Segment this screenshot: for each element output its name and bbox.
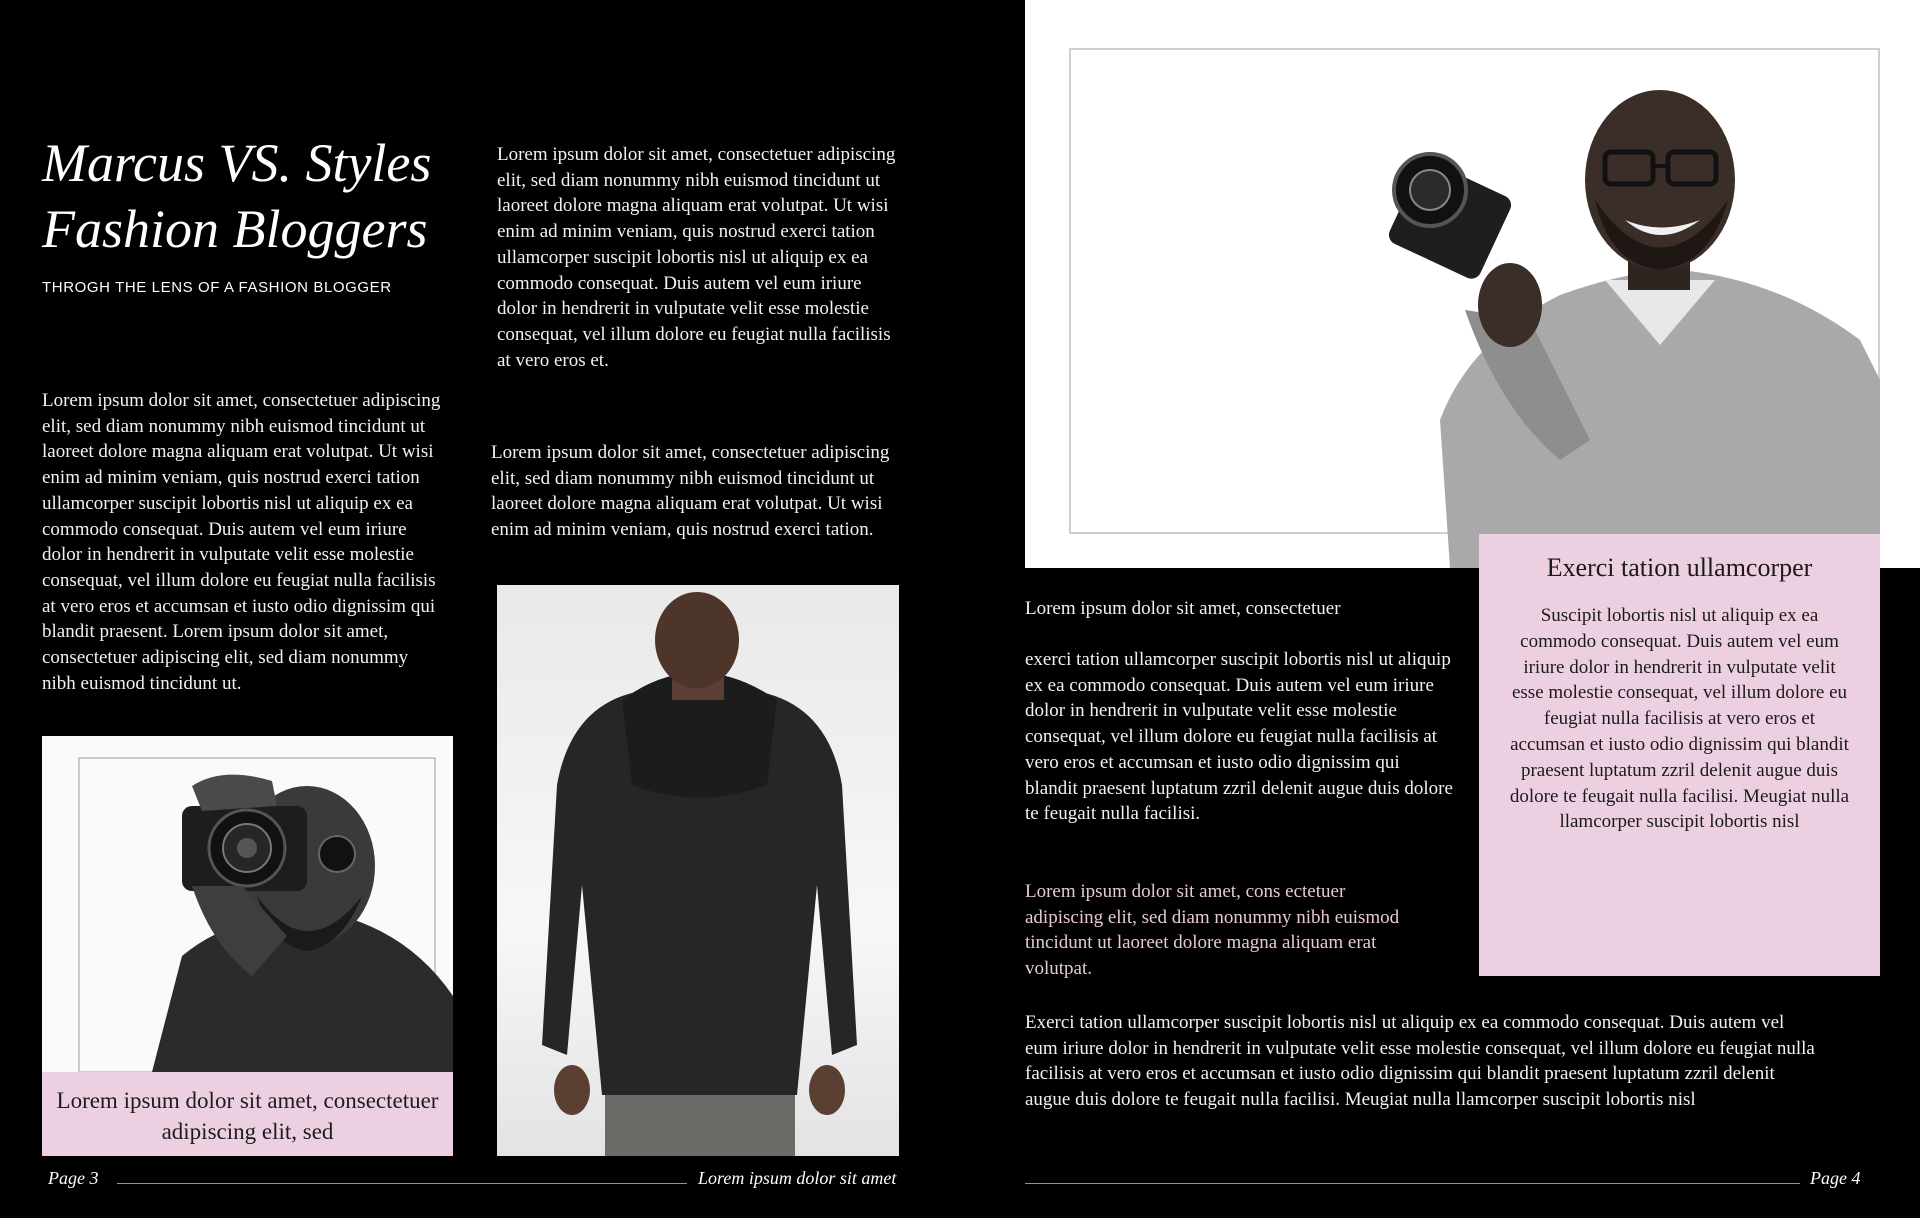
footer-divider-left — [117, 1183, 687, 1184]
footer-divider-right — [1025, 1183, 1800, 1184]
photo-caption: Lorem ipsum dolor sit amet, consectetuer adipiscing elit, sed — [42, 1072, 453, 1156]
hoodie-back-photo — [497, 585, 899, 1156]
smiling-man-camera-photo — [1360, 80, 1880, 568]
photographer-closeup-photo — [42, 736, 453, 1072]
left-column-text: Lorem ipsum dolor sit amet, consectetuer adipiscing elit, sed diam nonummy nibh euismod tincidunt ut laoreet dolore magna aliquam erat volutpat. Ut wisi enim ad minim veniam, quis nostrud exerci tation ullamcorper suscipit lobortis nisl ut aliquip ex ea commodo consequat. Duis autem vel eum iriure dolor in hendrerit in vulputate velit esse molestie consequat, vel illum dolore eu feugiat nulla facilisis at vero eros et accumsan et iusto odio dignissim qui blandit praesent. Lorem ipsum dolor sit amet, consectetuer adipiscing elit, sed diam nonummy nibh euismod tincidunt ut. — [42, 390, 441, 694]
page-number-right: Page 4 — [1810, 1168, 1861, 1188]
page-number-left: Page 3 — [48, 1168, 99, 1188]
middle-column-text-1: Lorem ipsum dolor sit amet, consectetuer adipiscing elit, sed diam nonummy nibh euismod tincidunt ut laoreet dolore magna aliquam erat volutpat. Ut wisi enim ad minim veniam, quis nostrud exerci tation ullamcorper suscipit lobortis nisl ut aliquip ex ea commodo consequat. Duis autem vel eum iriure dolor in hendrerit in vulputate velit esse molestie consequat, vel illum dolore eu feugiat nulla facilisis at vero eros et. — [497, 144, 896, 371]
pullquote-text: Suscipit lobortis nisl ut aliquip ex ea commodo consequat. Duis autem vel eum iriure dolor in hendrerit in vulputate velit esse molestie consequat, vel illum dolore eu feugiat nulla facilisis at vero eros et accumsan et iusto odio dignissim qui blandit praesent luptatum zzril delenit augue duis dolore te feugait nulla facilisi. Meugiat nulla llamcorper suscipit lobortis nisl — [1509, 605, 1850, 833]
page-subtitle: THROGH THE LENS OF A FASHION BLOGGER — [42, 279, 392, 296]
right-text-block-3: Exerci tation ullamcorper suscipit lobortis nisl ut aliquip ex ea commodo consequat. Duis autem vel eum iriure dolor in hendrerit in vulputate velit esse molestie consequat, vel illum dolore eu feugiat nulla facilisis at vero eros et accumsan et iusto odio dignissim qui blandit praesent luptatum zzril delenit augue duis dolore te feugait nulla facilisi. Meugiat nulla llamcorper suscipit lobortis nisl — [1025, 1012, 1815, 1111]
pullquote-box — [1479, 534, 1880, 976]
footer-tagline: Lorem ipsum dolor sit amet — [698, 1168, 897, 1188]
page-title: Marcus VS. Styles Fashion Bloggers — [42, 133, 432, 259]
pullquote-heading: Exerci tation ullamcorper — [1546, 553, 1813, 582]
right-text-block-2: Lorem ipsum dolor sit amet, cons ectetuer adipiscing elit, sed diam nonummy nibh euismod tincidunt ut laoreet dolore magna aliquam erat volutpat. — [1025, 881, 1400, 980]
right-intro-text: Lorem ipsum dolor sit amet, consectetuer — [1025, 598, 1341, 619]
right-text-block-1: exerci tation ullamcorper suscipit lobortis nisl ut aliquip ex ea commodo consequat. Duis autem vel eum iriure dolor in hendrerit in vulputate velit esse molestie consequat, vel illum dolore eu feugiat nulla facilisis at vero eros et accumsan et iusto odio dignissim qui blandit praesent luptatum zzril delenit augue duis dolore te feugait nulla facilisi. — [1025, 649, 1453, 825]
middle-column-text-2: Lorem ipsum dolor sit amet, consectetuer adipiscing elit, sed diam nonummy nibh euismod tincidunt ut laoreet dolore magna aliquam erat volutpat. Ut wisi enim ad minim veniam, quis nostrud exerci tation. — [491, 442, 890, 541]
